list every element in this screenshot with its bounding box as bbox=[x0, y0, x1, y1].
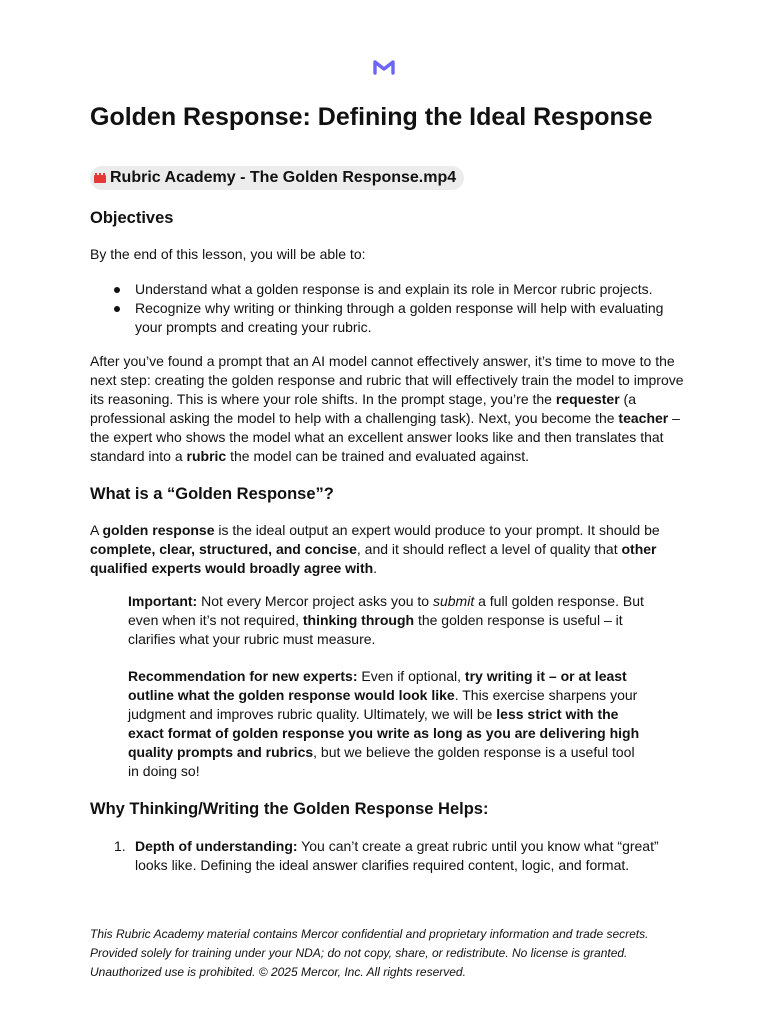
video-file-chip[interactable] bbox=[90, 166, 464, 190]
video-file-label: Rubric Academy - The Golden Response.mp4 bbox=[110, 169, 457, 186]
recommendation-note: Recommendation for new experts: Even if optional, try writing it – or at least outline what the golden response would look like. This exercise sharpens your judgment and improves rubric quality. Ultimately, we will be less strict with the exact format of golden response you write as long as you are delivering high quality prompts and rubrics, but we believe the golden response is a useful tool in doing so! bbox=[128, 668, 640, 779]
objectives-intro: By the end of this lesson, you will be able to: bbox=[90, 246, 366, 262]
what-is-paragraph: A golden response is the ideal output an expert would produce to your prompt. It should be complete, clear, structured, and concise, and it should reflect a level of quality that other qualified experts would broadly agree with. bbox=[90, 522, 660, 576]
why-list bbox=[90, 837, 690, 875]
confidentiality-footer: This Rubric Academy material contains Mercor confidential and proprietary information and trade secrets. Provided solely for training under your NDA; do not copy, share, or redistribute. No license is granted. Unauthorized use is prohibited. © 2025 Mercor, Inc. All rights reserved. bbox=[90, 927, 649, 979]
list-item: Recognize why writing or thinking through a golden response will help with evaluating your prompts and creating your rubric. bbox=[90, 299, 690, 337]
video-file-icon bbox=[94, 173, 106, 183]
intro-paragraph: After you’ve found a prompt that an AI model cannot effectively answer, it’s time to move to the next step: creating the golden response and rubric that will effectively train the model to improve its reasoning. This is where your role shifts. In the prompt stage, you’re the requester (a professional asking the model to help with a challenging task). Next, you become the teacher – the expert who shows the model what an excellent answer looks like and then translates that standard into a rubric the model can be trained and evaluated against. bbox=[90, 353, 684, 464]
page-title: Golden Response: Defining the Ideal Response bbox=[90, 103, 653, 131]
bullet-icon bbox=[114, 306, 120, 312]
mercor-m-logo-icon bbox=[372, 58, 396, 76]
what-is-heading: What is a “Golden Response”? bbox=[90, 485, 334, 503]
why-heading: Why Thinking/Writing the Golden Response Helps: bbox=[90, 800, 489, 818]
list-item: 1. Depth of understanding: You can’t create a great rubric until you know what “great” looks like. Defining the ideal answer clarifies required content, logic, and format. bbox=[114, 838, 659, 873]
objectives-list bbox=[90, 280, 690, 337]
bullet-icon bbox=[114, 287, 120, 293]
important-note: Important: Not every Mercor project asks you to submit a full golden response. But even when it’s not required, thinking through the golden response is useful – it clarifies what your rubric must measure. bbox=[128, 593, 644, 647]
objectives-heading: Objectives bbox=[90, 209, 174, 227]
list-item: Understand what a golden response is and explain its role in Mercor rubric projects. bbox=[90, 280, 690, 299]
